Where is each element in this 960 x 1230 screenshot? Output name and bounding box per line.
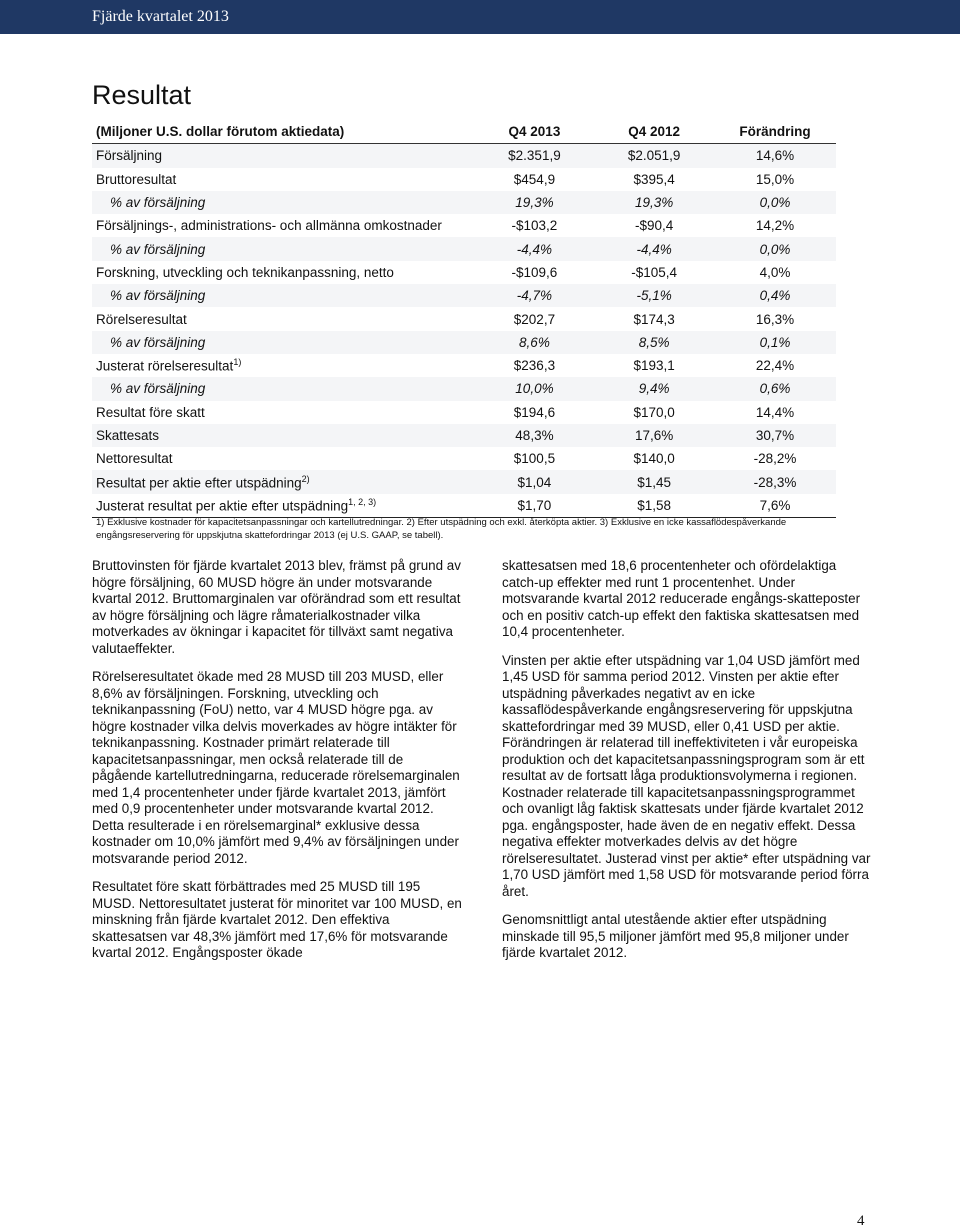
paragraph: Rörelseresultatet ökade med 28 MUSD till 203 MUSD, eller 8,6% av försäljningen. Forskning, utveckling och teknikanpassning (FoU) netto, var 4 MUSD högre pga. av högre kostnader vilka delvis moverkades av högre intäkter för teknikanpassning. Kostnader primärt relaterade till kapacitetsanpassningar, men också relaterade till de pågående kartellutredningarna, reducerade rörelsemarginalen med 1,4 procentenheter under fjärde kvartalet 2013, jämfört med 0,9 procentenheter under motsvarande kvartal 2012. Detta resulterade i en rörelsemarginal* exklusive dessa kostnader om 10,0% jämfört med 9,4% av försäljningen under motsvarande period 2012.	[92, 669, 460, 866]
row-label	[92, 214, 475, 237]
row-label-text: Rörelseresultat	[96, 311, 187, 327]
value-q4-2013: $1,70	[517, 497, 552, 513]
value-q4-2013: 19,3%	[515, 195, 554, 211]
table-row	[92, 447, 836, 470]
value-q4-2012: $193,1	[633, 358, 675, 374]
section-title: Resultat	[92, 80, 192, 110]
row-label	[92, 168, 475, 191]
row-label	[92, 447, 475, 470]
value-q4-2013: -4,4%	[516, 241, 553, 257]
value-change: 22,4%	[755, 358, 795, 374]
value-q4-2013: 48,3%	[515, 428, 554, 443]
value-q4-2012: 17,6%	[634, 428, 674, 443]
value-change: 7,6%	[759, 497, 791, 513]
row-label-text: Justerat rörelseresultat	[96, 358, 234, 374]
value-q4-2012: $1,45	[637, 474, 672, 490]
row-label	[92, 494, 475, 518]
value-change: 0,0%	[759, 195, 791, 211]
row-label	[92, 354, 475, 377]
value-change: 14,2%	[755, 218, 795, 234]
row-label	[92, 191, 475, 214]
table-row	[92, 424, 836, 447]
value-q4-2012: -$105,4	[631, 264, 678, 280]
value-change: 15,0%	[755, 171, 795, 187]
value-change: 16,3%	[755, 311, 795, 327]
table-row	[92, 470, 836, 493]
paragraph: Vinsten per aktie efter utspädning var 1,04 USD jämfört med 1,45 USD för samma period 2012. Vinsten per aktie efter utspädning påverkades negativt av en icke kassaflödespåverkande engångsreservering för uppskjutna skattefordringar med 39 MUSD, eller 0,41 USD per aktie. Förändringen är relaterad till ineffektiviteten i vår europeiska produktion och det kapacitetsanpassningsprogram som är ett resultat av de fortsatt låga produktionsvolymerna i regionen. Kostnader relaterade till kapacitetsanpassningsprogrammet och ovanligt låg faktisk skattesats under fjärde kvartalet 2012 pga. engångsposter, hade även de en negativ effekt. Dessa negativa effekter motverkades delvis av det högre rörelseresultatet. Justerad vinst per aktie* efter utspädning var 1,70 USD jämfört med 1,58 USD för motsvarande period förra året.	[502, 652, 871, 899]
value-q4-2013: $236,3	[513, 358, 556, 374]
row-label-text: Resultat per aktie efter utspädning	[96, 475, 302, 491]
footnote-marker: 1)	[233, 357, 242, 368]
value-q4-2012: $170,0	[633, 404, 675, 420]
column-header-change: Förändring	[739, 124, 811, 140]
table-row	[92, 144, 836, 168]
table-row	[92, 284, 836, 307]
row-label	[92, 284, 475, 307]
header-title: Fjärde kvartalet 2013	[92, 8, 229, 25]
footnote-marker: 2)	[301, 473, 310, 484]
value-change: 14,4%	[755, 404, 795, 420]
table-row	[92, 168, 836, 191]
value-q4-2012: -4,4%	[636, 241, 672, 257]
row-label	[92, 377, 475, 400]
row-label-text: % av försäljning	[110, 195, 206, 211]
value-q4-2012: $1,58	[637, 497, 672, 513]
value-q4-2012: 8,5%	[638, 334, 670, 350]
row-label-text: Försäljnings-, administrations- och allmänna omkostnader	[96, 218, 442, 234]
table-body	[92, 144, 836, 518]
row-label-text: Försäljning	[96, 148, 163, 164]
row-label-text: % av försäljning	[110, 288, 206, 304]
row-label	[92, 331, 475, 354]
value-q4-2012: -$90,4	[634, 218, 674, 234]
value-q4-2013: $1,04	[517, 474, 552, 490]
value-q4-2012: -5,1%	[636, 288, 672, 304]
value-q4-2013: -4,7%	[516, 288, 553, 304]
row-label-text: % av försäljning	[110, 334, 206, 350]
value-q4-2012: $2.051,9	[627, 148, 681, 164]
table-row	[92, 331, 836, 354]
row-label-text: Forskning, utveckling och teknikanpassning, netto	[96, 264, 394, 280]
row-label	[92, 424, 475, 447]
value-change: -28,2%	[753, 451, 797, 467]
table-row	[92, 191, 836, 214]
value-q4-2013: $454,9	[513, 171, 556, 187]
row-label-text: Justerat resultat per aktie efter utspädning	[96, 498, 349, 514]
value-change: 0,4%	[759, 288, 791, 304]
value-q4-2012: $140,0	[633, 451, 675, 467]
row-label	[92, 470, 475, 493]
value-q4-2012: 19,3%	[634, 195, 674, 211]
results-table	[92, 120, 836, 518]
value-q4-2013: -$109,6	[511, 264, 558, 280]
row-label	[92, 401, 475, 424]
value-q4-2013: -$103,2	[511, 218, 558, 234]
value-change: 0,0%	[759, 241, 791, 257]
value-change: -28,3%	[753, 474, 797, 490]
value-q4-2013: 10,0%	[515, 381, 554, 397]
footnote-marker: 1, 2, 3)	[348, 497, 377, 508]
row-label-text: % av försäljning	[110, 241, 206, 257]
body-text-right-column	[502, 558, 874, 974]
table-row	[92, 214, 836, 237]
paragraph: Bruttovinsten för fjärde kvartalet 2013 blev, främst på grund av högre försäljning, 60 MUSD högre än under motsvarande kvartal 2012. Bruttomarginalen var oförändrad som ett resultat av högre försäljning och lägre råmaterialkostnader vilka motverkades av ökningar i kapacitet för tillväxt samt negativa valutaeffekter.	[92, 558, 461, 656]
row-label	[92, 144, 475, 168]
value-change: 0,1%	[759, 334, 791, 350]
value-change: 0,6%	[759, 381, 791, 397]
paragraph: Resultatet före skatt förbättrades med 25 MUSD till 195 MUSD. Nettoresultatet justerat för minoritet var 100 MUSD, en minskning från fjärde kvartalet 2012. Den effektiva skattesatsen var 48,3% jämfört med 17,6% för motsvarande kvartal 2012. Engångsposter ökade	[92, 879, 462, 960]
value-q4-2013: $2.351,9	[508, 148, 561, 164]
table-footnote: 1) Exklusive kostnader för kapacitetsanpassningar och kartellutredningar. 2) Efter utspädning och exkl. återköpta aktier. 3) Exklusive en icke kassaflödespåverkande engångsreservering för uppskjutna skattefordringar 2013 (ej U.S. GAAP, se tabell).	[96, 517, 787, 541]
column-header-description: (Miljoner U.S. dollar förutom aktiedata)	[96, 124, 345, 140]
table-row	[92, 307, 836, 330]
value-q4-2012: $174,3	[633, 311, 675, 327]
row-label-text: Nettoresultat	[96, 451, 173, 467]
header-bar	[0, 0, 960, 34]
table-row	[92, 237, 836, 260]
value-change: 30,7%	[755, 428, 795, 443]
value-q4-2012: 9,4%	[638, 381, 670, 397]
table-header-row	[92, 120, 836, 144]
table-row	[92, 354, 836, 377]
paragraph: Genomsnittligt antal utestående aktier efter utspädning minskade till 95,5 miljoner jämfört med 95,8 miljoner under fjärde kvartalet 2012.	[502, 912, 849, 960]
value-q4-2013: 8,6%	[519, 334, 550, 350]
value-q4-2013: $100,5	[513, 451, 556, 467]
value-q4-2013: $202,7	[513, 311, 556, 327]
table-row	[92, 494, 836, 518]
value-q4-2012: $395,4	[633, 171, 675, 187]
column-header-q4-2012: Q4 2012	[628, 124, 681, 140]
row-label	[92, 261, 475, 284]
row-label-text: Skattesats	[96, 428, 160, 443]
body-text-left-column	[92, 558, 464, 974]
table-row	[92, 377, 836, 400]
table-row	[92, 401, 836, 424]
row-label-text: Resultat före skatt	[96, 404, 205, 420]
table-row	[92, 261, 836, 284]
row-label	[92, 307, 475, 330]
value-change: 4,0%	[759, 264, 791, 280]
paragraph: skattesatsen med 18,6 procentenheter och ofördelaktiga catch-up effekter med runt 1 procentenhet. Under motsvarande kvartal 2012 reducerade engångs-skatteposter och en positiv catch-up effekt den faktiska skattesatsen med 10,4 procentenheter.	[502, 558, 861, 639]
row-label-text: Bruttoresultat	[96, 171, 177, 187]
row-label	[92, 237, 475, 260]
page-number: 4	[857, 1213, 865, 1229]
value-q4-2013: $194,6	[513, 404, 556, 420]
row-label-text: % av försäljning	[110, 381, 206, 397]
value-change: 14,6%	[755, 148, 795, 164]
column-header-q4-2013: Q4 2013	[508, 124, 561, 140]
